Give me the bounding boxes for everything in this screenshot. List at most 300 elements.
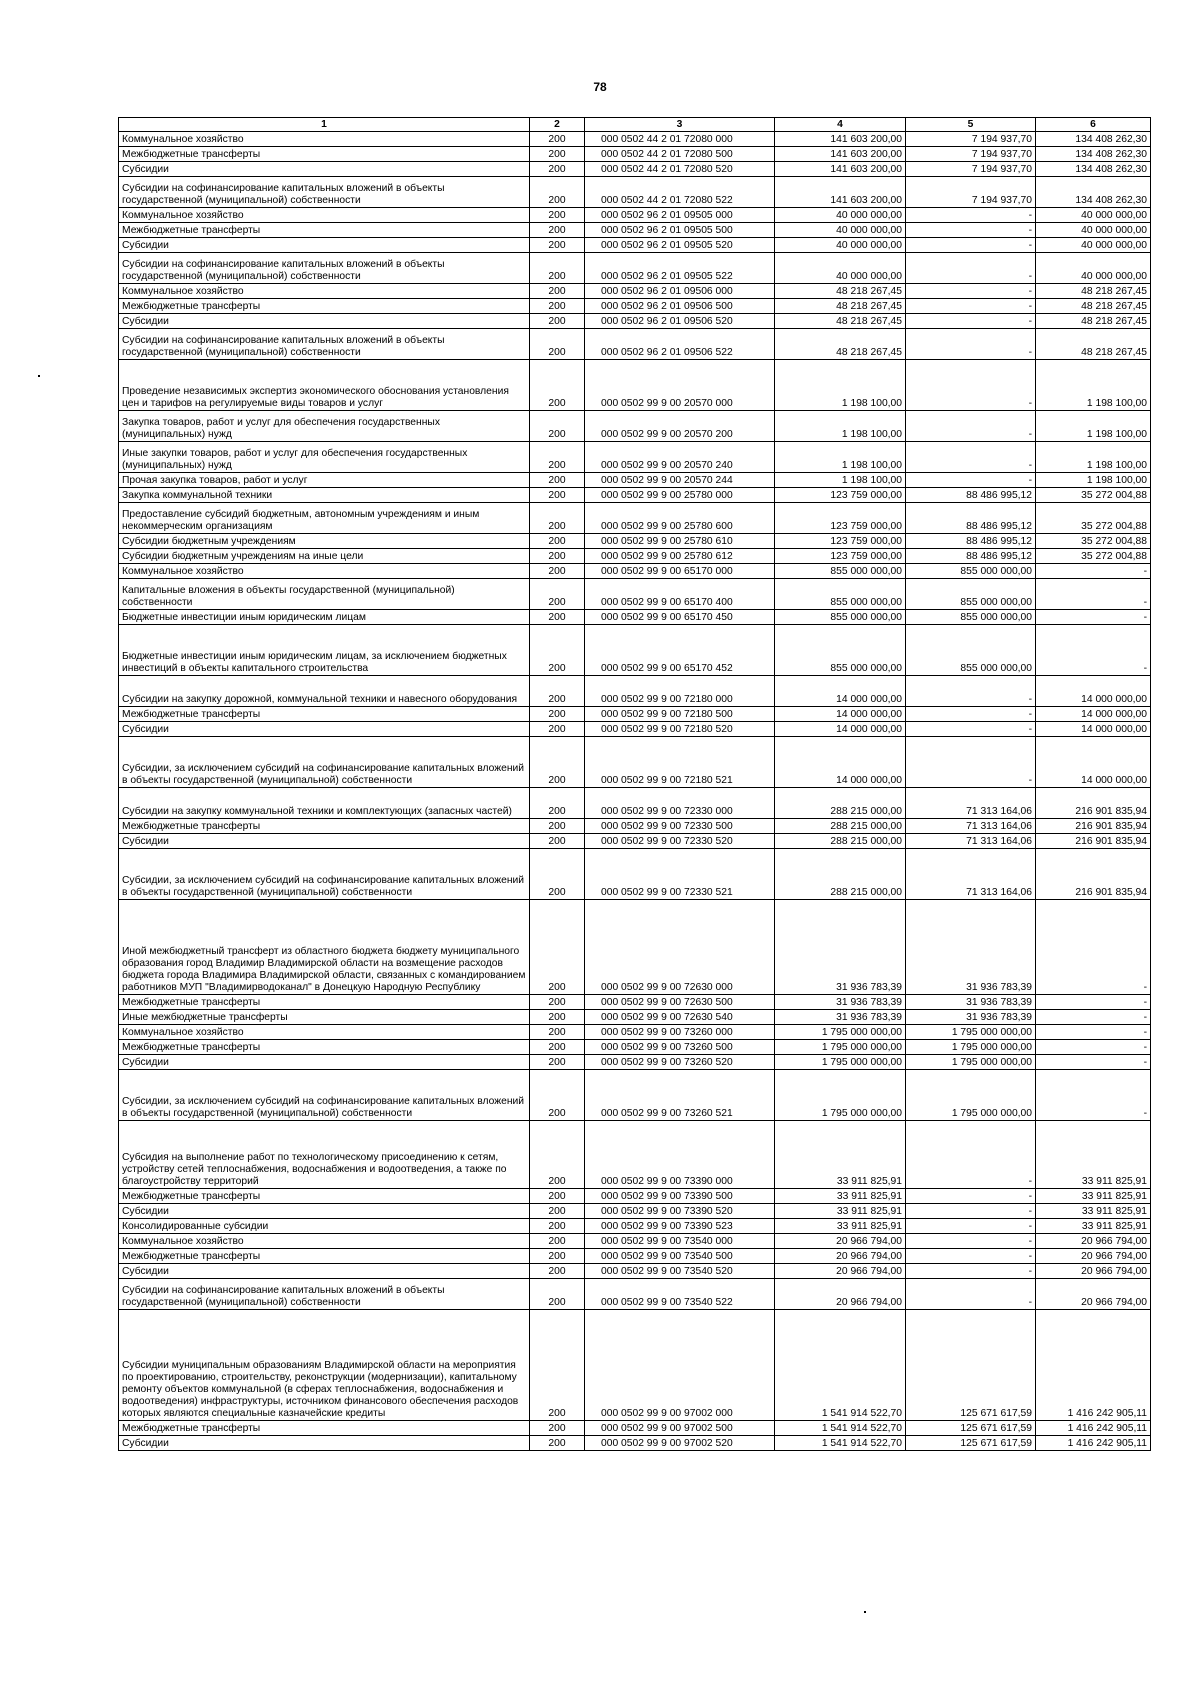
row-remaining-amount: - <box>1036 900 1151 995</box>
row-executed-amount: 1 795 000 000,00 <box>906 1025 1036 1040</box>
row-budget-code: 000 0502 96 2 01 09506 000 <box>585 284 775 299</box>
row-approved-amount: 33 911 825,91 <box>775 1219 906 1234</box>
row-executed-amount: 71 313 164,06 <box>906 788 1036 819</box>
row-approved-amount: 141 603 200,00 <box>775 147 906 162</box>
row-executed-amount: 31 936 783,39 <box>906 995 1036 1010</box>
row-line-code: 200 <box>530 1279 585 1310</box>
row-remaining-amount: 20 966 794,00 <box>1036 1234 1151 1249</box>
table-row <box>119 442 1151 473</box>
row-name: Коммунальное хозяйство <box>119 132 530 147</box>
row-name: Субсидии <box>119 1055 530 1070</box>
row-executed-amount: - <box>906 1264 1036 1279</box>
row-executed-amount: - <box>906 223 1036 238</box>
row-approved-amount: 123 759 000,00 <box>775 503 906 534</box>
row-line-code: 200 <box>530 1040 585 1055</box>
row-executed-amount: 88 486 995,12 <box>906 534 1036 549</box>
row-approved-amount: 20 966 794,00 <box>775 1234 906 1249</box>
row-line-code: 200 <box>530 208 585 223</box>
row-budget-code: 000 0502 99 9 00 97002 520 <box>585 1436 775 1451</box>
row-line-code: 200 <box>530 834 585 849</box>
row-remaining-amount: - <box>1036 625 1151 676</box>
row-approved-amount: 14 000 000,00 <box>775 737 906 788</box>
row-remaining-amount: 14 000 000,00 <box>1036 676 1151 707</box>
table-row <box>119 1040 1151 1055</box>
row-line-code: 200 <box>530 177 585 208</box>
row-budget-code: 000 0502 99 9 00 72180 520 <box>585 722 775 737</box>
row-budget-code: 000 0502 99 9 00 73390 000 <box>585 1121 775 1189</box>
page-number: 78 <box>593 80 607 94</box>
row-remaining-amount: 216 901 835,94 <box>1036 788 1151 819</box>
row-remaining-amount: 35 272 004,88 <box>1036 503 1151 534</box>
row-budget-code: 000 0502 99 9 00 97002 000 <box>585 1310 775 1421</box>
row-budget-code: 000 0502 99 9 00 65170 000 <box>585 564 775 579</box>
table-row <box>119 676 1151 707</box>
row-budget-code: 000 0502 99 9 00 73540 522 <box>585 1279 775 1310</box>
row-executed-amount: 1 795 000 000,00 <box>906 1070 1036 1121</box>
row-executed-amount: - <box>906 208 1036 223</box>
table-row <box>119 1070 1151 1121</box>
row-executed-amount: 7 194 937,70 <box>906 132 1036 147</box>
row-approved-amount: 48 218 267,45 <box>775 329 906 360</box>
row-remaining-amount: 1 416 242 905,11 <box>1036 1310 1151 1421</box>
row-remaining-amount: 216 901 835,94 <box>1036 819 1151 834</box>
row-remaining-amount: 1 198 100,00 <box>1036 360 1151 411</box>
row-line-code: 200 <box>530 1204 585 1219</box>
row-budget-code: 000 0502 99 9 00 73540 520 <box>585 1264 775 1279</box>
row-budget-code: 000 0502 99 9 00 73260 000 <box>585 1025 775 1040</box>
row-name: Межбюджетные трансферты <box>119 995 530 1010</box>
row-line-code: 200 <box>530 579 585 610</box>
row-remaining-amount: - <box>1036 1055 1151 1070</box>
row-name: Закупка товаров, работ и услуг для обеспечения государственных (муниципальных) нужд <box>119 411 530 442</box>
row-line-code: 200 <box>530 610 585 625</box>
row-approved-amount: 48 218 267,45 <box>775 284 906 299</box>
table-row <box>119 1121 1151 1189</box>
table-row <box>119 995 1151 1010</box>
table-row <box>119 132 1151 147</box>
row-remaining-amount: 40 000 000,00 <box>1036 208 1151 223</box>
row-remaining-amount: 48 218 267,45 <box>1036 314 1151 329</box>
row-line-code: 200 <box>530 253 585 284</box>
row-line-code: 200 <box>530 1436 585 1451</box>
row-line-code: 200 <box>530 1264 585 1279</box>
row-budget-code: 000 0502 44 2 01 72080 500 <box>585 147 775 162</box>
row-approved-amount: 1 198 100,00 <box>775 442 906 473</box>
row-line-code: 200 <box>530 1310 585 1421</box>
row-budget-code: 000 0502 44 2 01 72080 520 <box>585 162 775 177</box>
row-name: Коммунальное хозяйство <box>119 1025 530 1040</box>
row-budget-code: 000 0502 99 9 00 72330 521 <box>585 849 775 900</box>
row-remaining-amount: 33 911 825,91 <box>1036 1121 1151 1189</box>
row-approved-amount: 1 198 100,00 <box>775 411 906 442</box>
table-row <box>119 360 1151 411</box>
row-remaining-amount: 14 000 000,00 <box>1036 737 1151 788</box>
row-executed-amount: - <box>906 1249 1036 1264</box>
column-number-row <box>119 118 1151 132</box>
row-executed-amount: 855 000 000,00 <box>906 579 1036 610</box>
row-name: Бюджетные инвестиции иным юридическим лицам <box>119 610 530 625</box>
row-executed-amount: - <box>906 442 1036 473</box>
row-remaining-amount: - <box>1036 1040 1151 1055</box>
row-approved-amount: 20 966 794,00 <box>775 1279 906 1310</box>
row-approved-amount: 288 215 000,00 <box>775 849 906 900</box>
row-name: Субсидии <box>119 722 530 737</box>
row-remaining-amount: 48 218 267,45 <box>1036 299 1151 314</box>
table-row <box>119 819 1151 834</box>
row-approved-amount: 40 000 000,00 <box>775 223 906 238</box>
row-budget-code: 000 0502 44 2 01 72080 000 <box>585 132 775 147</box>
row-name: Субсидии <box>119 1204 530 1219</box>
row-approved-amount: 31 936 783,39 <box>775 900 906 995</box>
row-remaining-amount: 14 000 000,00 <box>1036 722 1151 737</box>
column-header-6: 6 <box>1036 118 1151 132</box>
row-remaining-amount: - <box>1036 995 1151 1010</box>
table-row <box>119 900 1151 995</box>
row-name: Коммунальное хозяйство <box>119 284 530 299</box>
row-name: Капитальные вложения в объекты государственной (муниципальной) собственности <box>119 579 530 610</box>
column-header-2: 2 <box>530 118 585 132</box>
row-line-code: 200 <box>530 564 585 579</box>
row-remaining-amount: 134 408 262,30 <box>1036 177 1151 208</box>
row-line-code: 200 <box>530 1219 585 1234</box>
row-budget-code: 000 0502 99 9 00 65170 452 <box>585 625 775 676</box>
row-approved-amount: 48 218 267,45 <box>775 314 906 329</box>
table-row <box>119 1010 1151 1025</box>
row-executed-amount: - <box>906 707 1036 722</box>
row-name: Субсидии бюджетным учреждениям <box>119 534 530 549</box>
row-name: Коммунальное хозяйство <box>119 208 530 223</box>
row-budget-code: 000 0502 99 9 00 73260 520 <box>585 1055 775 1070</box>
row-remaining-amount: - <box>1036 1025 1151 1040</box>
row-budget-code: 000 0502 99 9 00 72630 540 <box>585 1010 775 1025</box>
row-line-code: 200 <box>530 314 585 329</box>
row-approved-amount: 31 936 783,39 <box>775 995 906 1010</box>
row-name: Межбюджетные трансферты <box>119 1040 530 1055</box>
row-approved-amount: 14 000 000,00 <box>775 676 906 707</box>
row-approved-amount: 123 759 000,00 <box>775 488 906 503</box>
table-row <box>119 503 1151 534</box>
table-row <box>119 411 1151 442</box>
row-budget-code: 000 0502 99 9 00 25780 600 <box>585 503 775 534</box>
scan-speck <box>864 1611 866 1613</box>
row-name: Закупка коммунальной техники <box>119 488 530 503</box>
row-executed-amount: 125 671 617,59 <box>906 1310 1036 1421</box>
row-remaining-amount: 14 000 000,00 <box>1036 707 1151 722</box>
table-row <box>119 473 1151 488</box>
row-name: Межбюджетные трансферты <box>119 707 530 722</box>
row-remaining-amount: 40 000 000,00 <box>1036 223 1151 238</box>
row-executed-amount: 855 000 000,00 <box>906 625 1036 676</box>
row-budget-code: 000 0502 99 9 00 25780 000 <box>585 488 775 503</box>
table-row <box>119 1219 1151 1234</box>
row-executed-amount: - <box>906 1189 1036 1204</box>
row-executed-amount: 7 194 937,70 <box>906 147 1036 162</box>
table-row <box>119 564 1151 579</box>
row-approved-amount: 14 000 000,00 <box>775 722 906 737</box>
row-line-code: 200 <box>530 625 585 676</box>
row-line-code: 200 <box>530 1234 585 1249</box>
scan-speck <box>38 375 40 377</box>
row-remaining-amount: 20 966 794,00 <box>1036 1249 1151 1264</box>
row-budget-code: 000 0502 99 9 00 73390 520 <box>585 1204 775 1219</box>
row-approved-amount: 1 541 914 522,70 <box>775 1421 906 1436</box>
row-name: Субсидии на софинансирование капитальных вложений в объекты государственной (муниципальной) собственности <box>119 329 530 360</box>
row-approved-amount: 1 541 914 522,70 <box>775 1310 906 1421</box>
row-approved-amount: 123 759 000,00 <box>775 549 906 564</box>
row-budget-code: 000 0502 99 9 00 72630 000 <box>585 900 775 995</box>
row-executed-amount: 125 671 617,59 <box>906 1421 1036 1436</box>
table-row <box>119 1055 1151 1070</box>
row-remaining-amount: 1 416 242 905,11 <box>1036 1436 1151 1451</box>
row-executed-amount: - <box>906 737 1036 788</box>
row-approved-amount: 1 541 914 522,70 <box>775 1436 906 1451</box>
row-line-code: 200 <box>530 1189 585 1204</box>
row-remaining-amount: 1 416 242 905,11 <box>1036 1421 1151 1436</box>
row-approved-amount: 48 218 267,45 <box>775 299 906 314</box>
row-executed-amount: 88 486 995,12 <box>906 488 1036 503</box>
row-line-code: 200 <box>530 737 585 788</box>
row-executed-amount: 88 486 995,12 <box>906 549 1036 564</box>
row-approved-amount: 855 000 000,00 <box>775 610 906 625</box>
row-approved-amount: 1 795 000 000,00 <box>775 1055 906 1070</box>
column-header-3: 3 <box>585 118 775 132</box>
row-line-code: 200 <box>530 132 585 147</box>
row-approved-amount: 1 198 100,00 <box>775 473 906 488</box>
row-name: Субсидии на закупку дорожной, коммунальной техники и навесного оборудования <box>119 676 530 707</box>
row-budget-code: 000 0502 96 2 01 09505 500 <box>585 223 775 238</box>
row-remaining-amount: 35 272 004,88 <box>1036 549 1151 564</box>
row-approved-amount: 855 000 000,00 <box>775 625 906 676</box>
row-budget-code: 000 0502 96 2 01 09506 500 <box>585 299 775 314</box>
row-approved-amount: 141 603 200,00 <box>775 162 906 177</box>
row-remaining-amount: - <box>1036 564 1151 579</box>
row-remaining-amount: 48 218 267,45 <box>1036 284 1151 299</box>
row-approved-amount: 40 000 000,00 <box>775 253 906 284</box>
table-row <box>119 238 1151 253</box>
row-remaining-amount: 216 901 835,94 <box>1036 834 1151 849</box>
row-line-code: 200 <box>530 995 585 1010</box>
row-executed-amount: 71 313 164,06 <box>906 834 1036 849</box>
row-remaining-amount: - <box>1036 579 1151 610</box>
table-row <box>119 314 1151 329</box>
row-approved-amount: 855 000 000,00 <box>775 579 906 610</box>
table-row <box>119 329 1151 360</box>
row-budget-code: 000 0502 99 9 00 72330 520 <box>585 834 775 849</box>
row-executed-amount: 71 313 164,06 <box>906 819 1036 834</box>
column-header-5: 5 <box>906 118 1036 132</box>
row-line-code: 200 <box>530 1070 585 1121</box>
table-row <box>119 737 1151 788</box>
row-budget-code: 000 0502 96 2 01 09505 000 <box>585 208 775 223</box>
row-budget-code: 000 0502 96 2 01 09506 522 <box>585 329 775 360</box>
table-row <box>119 788 1151 819</box>
row-executed-amount: 855 000 000,00 <box>906 610 1036 625</box>
row-line-code: 200 <box>530 549 585 564</box>
row-budget-code: 000 0502 99 9 00 73390 500 <box>585 1189 775 1204</box>
table-row <box>119 610 1151 625</box>
table-row <box>119 1249 1151 1264</box>
row-budget-code: 000 0502 99 9 00 73260 521 <box>585 1070 775 1121</box>
row-executed-amount: - <box>906 1279 1036 1310</box>
row-name: Субсидии <box>119 1436 530 1451</box>
row-name: Межбюджетные трансферты <box>119 147 530 162</box>
row-executed-amount: - <box>906 1121 1036 1189</box>
row-budget-code: 000 0502 99 9 00 72180 500 <box>585 707 775 722</box>
row-remaining-amount: 134 408 262,30 <box>1036 132 1151 147</box>
row-budget-code: 000 0502 99 9 00 20570 244 <box>585 473 775 488</box>
row-line-code: 200 <box>530 676 585 707</box>
row-name: Субсидии <box>119 314 530 329</box>
row-remaining-amount: 216 901 835,94 <box>1036 849 1151 900</box>
row-line-code: 200 <box>530 900 585 995</box>
row-remaining-amount: - <box>1036 610 1151 625</box>
row-line-code: 200 <box>530 329 585 360</box>
row-line-code: 200 <box>530 788 585 819</box>
row-budget-code: 000 0502 99 9 00 25780 612 <box>585 549 775 564</box>
row-line-code: 200 <box>530 360 585 411</box>
table-row <box>119 488 1151 503</box>
row-name: Коммунальное хозяйство <box>119 564 530 579</box>
row-name: Субсидии на софинансирование капитальных вложений в объекты государственной (муниципальной) собственности <box>119 177 530 208</box>
table-row <box>119 1264 1151 1279</box>
row-executed-amount: - <box>906 1204 1036 1219</box>
row-remaining-amount: 20 966 794,00 <box>1036 1264 1151 1279</box>
row-remaining-amount: 35 272 004,88 <box>1036 488 1151 503</box>
table-row <box>119 284 1151 299</box>
row-remaining-amount: - <box>1036 1010 1151 1025</box>
row-approved-amount: 40 000 000,00 <box>775 238 906 253</box>
row-approved-amount: 1 795 000 000,00 <box>775 1070 906 1121</box>
row-approved-amount: 40 000 000,00 <box>775 208 906 223</box>
row-remaining-amount: - <box>1036 1070 1151 1121</box>
table-row <box>119 849 1151 900</box>
row-name: Коммунальное хозяйство <box>119 1234 530 1249</box>
row-name: Субсидии бюджетным учреждениям на иные цели <box>119 549 530 564</box>
row-budget-code: 000 0502 99 9 00 73540 000 <box>585 1234 775 1249</box>
row-name: Субсидии, за исключением субсидий на софинансирование капитальных вложений в объекты государственной (муниципальной) собственности <box>119 849 530 900</box>
row-budget-code: 000 0502 99 9 00 65170 450 <box>585 610 775 625</box>
row-executed-amount: 88 486 995,12 <box>906 503 1036 534</box>
table-row <box>119 625 1151 676</box>
row-executed-amount: 31 936 783,39 <box>906 900 1036 995</box>
row-name: Субсидия на выполнение работ по технологическому присоединению к сетям, устройству сетей теплоснабжения, водоснабжения и водоотведения, а также по благоустройству территорий <box>119 1121 530 1189</box>
row-remaining-amount: 1 198 100,00 <box>1036 411 1151 442</box>
row-executed-amount: 1 795 000 000,00 <box>906 1055 1036 1070</box>
row-executed-amount: - <box>906 299 1036 314</box>
row-approved-amount: 1 198 100,00 <box>775 360 906 411</box>
row-budget-code: 000 0502 99 9 00 73390 523 <box>585 1219 775 1234</box>
row-budget-code: 000 0502 99 9 00 72180 000 <box>585 676 775 707</box>
row-line-code: 200 <box>530 488 585 503</box>
table-row <box>119 1189 1151 1204</box>
table-row <box>119 1310 1151 1421</box>
row-line-code: 200 <box>530 1121 585 1189</box>
row-executed-amount: - <box>906 411 1036 442</box>
table-row <box>119 299 1151 314</box>
row-executed-amount: - <box>906 238 1036 253</box>
table-row <box>119 208 1151 223</box>
row-budget-code: 000 0502 99 9 00 97002 500 <box>585 1421 775 1436</box>
table-row <box>119 223 1151 238</box>
row-executed-amount: - <box>906 284 1036 299</box>
row-approved-amount: 14 000 000,00 <box>775 707 906 722</box>
row-name: Субсидии муниципальным образованиям Владимирской области на мероприятия по проектированию, строительству, реконструкции (модернизации), капитальному ремонту объектов коммунальной (в сферах теплоснабжения, водоснабжения и водоотведения) инфраструктуры, источником финансового обеспечения расходов которых являются специальные казначейские кредиты <box>119 1310 530 1421</box>
row-remaining-amount: 33 911 825,91 <box>1036 1219 1151 1234</box>
row-line-code: 200 <box>530 722 585 737</box>
row-approved-amount: 288 215 000,00 <box>775 788 906 819</box>
row-executed-amount: 31 936 783,39 <box>906 1010 1036 1025</box>
row-remaining-amount: 20 966 794,00 <box>1036 1279 1151 1310</box>
table-row <box>119 1234 1151 1249</box>
table-row <box>119 722 1151 737</box>
row-name: Межбюджетные трансферты <box>119 1249 530 1264</box>
row-executed-amount: - <box>906 473 1036 488</box>
row-line-code: 200 <box>530 147 585 162</box>
row-name: Субсидии на закупку коммунальной техники и комплектующих (запасных частей) <box>119 788 530 819</box>
row-remaining-amount: 1 198 100,00 <box>1036 442 1151 473</box>
row-name: Прочая закупка товаров, работ и услуг <box>119 473 530 488</box>
row-approved-amount: 33 911 825,91 <box>775 1189 906 1204</box>
table-row <box>119 147 1151 162</box>
table-body <box>119 132 1151 1451</box>
row-approved-amount: 20 966 794,00 <box>775 1249 906 1264</box>
row-line-code: 200 <box>530 284 585 299</box>
table-row <box>119 834 1151 849</box>
row-name: Субсидии <box>119 834 530 849</box>
row-remaining-amount: 134 408 262,30 <box>1036 147 1151 162</box>
row-executed-amount: - <box>906 676 1036 707</box>
table-row <box>119 162 1151 177</box>
table-row <box>119 549 1151 564</box>
row-remaining-amount: 40 000 000,00 <box>1036 253 1151 284</box>
row-budget-code: 000 0502 99 9 00 20570 000 <box>585 360 775 411</box>
row-name: Субсидии, за исключением субсидий на софинансирование капитальных вложений в объекты государственной (муниципальной) собственности <box>119 1070 530 1121</box>
row-approved-amount: 123 759 000,00 <box>775 534 906 549</box>
column-header-4: 4 <box>775 118 906 132</box>
row-line-code: 200 <box>530 1055 585 1070</box>
row-line-code: 200 <box>530 503 585 534</box>
table-row <box>119 1279 1151 1310</box>
row-approved-amount: 288 215 000,00 <box>775 819 906 834</box>
row-budget-code: 000 0502 44 2 01 72080 522 <box>585 177 775 208</box>
row-name: Иные закупки товаров, работ и услуг для обеспечения государственных (муниципальных) нужд <box>119 442 530 473</box>
row-name: Субсидии <box>119 238 530 253</box>
row-name: Субсидии, за исключением субсидий на софинансирование капитальных вложений в объекты государственной (муниципальной) собственности <box>119 737 530 788</box>
row-line-code: 200 <box>530 299 585 314</box>
row-remaining-amount: 48 218 267,45 <box>1036 329 1151 360</box>
row-approved-amount: 1 795 000 000,00 <box>775 1040 906 1055</box>
row-budget-code: 000 0502 99 9 00 72330 500 <box>585 819 775 834</box>
table-row <box>119 579 1151 610</box>
row-executed-amount: 71 313 164,06 <box>906 849 1036 900</box>
row-approved-amount: 855 000 000,00 <box>775 564 906 579</box>
row-name: Межбюджетные трансферты <box>119 1189 530 1204</box>
row-remaining-amount: 1 198 100,00 <box>1036 473 1151 488</box>
row-name: Межбюджетные трансферты <box>119 819 530 834</box>
row-approved-amount: 288 215 000,00 <box>775 834 906 849</box>
row-remaining-amount: 33 911 825,91 <box>1036 1204 1151 1219</box>
table-row <box>119 177 1151 208</box>
row-executed-amount: - <box>906 1234 1036 1249</box>
row-budget-code: 000 0502 96 2 01 09505 522 <box>585 253 775 284</box>
row-name: Межбюджетные трансферты <box>119 1421 530 1436</box>
row-name: Субсидии <box>119 162 530 177</box>
row-line-code: 200 <box>530 442 585 473</box>
row-line-code: 200 <box>530 819 585 834</box>
row-budget-code: 000 0502 99 9 00 72630 500 <box>585 995 775 1010</box>
row-budget-code: 000 0502 99 9 00 20570 240 <box>585 442 775 473</box>
row-line-code: 200 <box>530 1249 585 1264</box>
